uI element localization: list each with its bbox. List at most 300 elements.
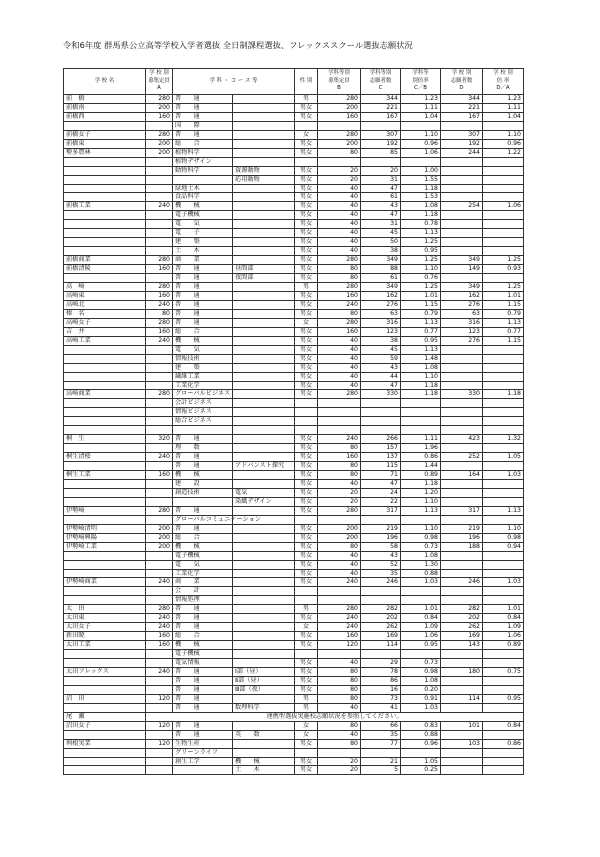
cell-b: 80 (318, 739, 361, 748)
cell-d (441, 685, 483, 694)
cell-d (441, 462, 483, 471)
cell-c2 (233, 247, 295, 256)
table-row (64, 112, 524, 121)
table-row (64, 479, 524, 488)
applications-table (63, 68, 524, 775)
cell-sex: 男女 (295, 453, 318, 462)
cell-c: 63 (361, 309, 401, 318)
table-row (64, 363, 524, 372)
cell-d (441, 444, 483, 453)
table-row (64, 372, 524, 381)
cell-school (64, 220, 146, 229)
cell-cb: 1.15 (401, 300, 441, 309)
cell-c2 (233, 103, 295, 112)
cell-c2: 昼間部 (233, 265, 295, 274)
cell-b: 40 (318, 211, 361, 220)
cell-b: 80 (318, 542, 361, 551)
cell-b: 280 (318, 318, 361, 327)
cell-school (64, 587, 146, 596)
cell-cb: 0.89 (401, 471, 441, 480)
cell-da: 1.13 (483, 318, 524, 327)
cell-b: 200 (318, 533, 361, 542)
cell-c1: 植物デザイン (173, 157, 233, 166)
cell-b: 40 (318, 247, 361, 256)
cell-da (483, 211, 524, 220)
cell-c2: Ⅲ部（夜） (233, 685, 295, 694)
cell-b: 40 (318, 730, 361, 739)
table-row (64, 435, 524, 444)
table-row (64, 748, 524, 757)
cell-quota (146, 757, 173, 766)
cell-b: 20 (318, 175, 361, 184)
cell-sex (295, 748, 318, 757)
cell-c2 (233, 309, 295, 318)
cell-c1: 工業化学 (173, 569, 233, 578)
cell-c: 61 (361, 274, 401, 283)
cell-sex: 男女 (295, 291, 318, 300)
cell-da: 1.15 (483, 300, 524, 309)
cell-sex: 男女 (295, 327, 318, 336)
cell-sex: 男女 (295, 551, 318, 560)
cell-sex (295, 426, 318, 435)
cell-d: 149 (441, 265, 483, 274)
table-row (64, 184, 524, 193)
cell-c1: 建 築 (173, 363, 233, 372)
cell-sex: 男女 (295, 569, 318, 578)
cell-sex: 男女 (295, 435, 318, 444)
cell-school: 伊勢崎工業 (64, 542, 146, 551)
cell-c1: 普 通 (173, 614, 233, 623)
cell-da: 0.84 (483, 614, 524, 623)
cell-cb: 1.30 (401, 560, 441, 569)
cell-c: 24 (361, 488, 401, 497)
cell-cb: 1.20 (401, 488, 441, 497)
cell-b: 40 (318, 363, 361, 372)
cell-d: 307 (441, 130, 483, 139)
table-row (64, 345, 524, 354)
cell-c: 66 (361, 721, 401, 730)
table-row (64, 632, 524, 641)
cell-school: 前橋南 (64, 103, 146, 112)
cell-quota (146, 676, 173, 685)
cell-d: 317 (441, 506, 483, 515)
cell-d (441, 229, 483, 238)
cell-c1: 普 通 (173, 274, 233, 283)
cell-quota (146, 569, 173, 578)
cell-da (483, 730, 524, 739)
table-row (64, 390, 524, 399)
cell-c1: 機 械 (173, 542, 233, 551)
cell-cb: 0.91 (401, 694, 441, 703)
cell-cb: 0.78 (401, 220, 441, 229)
cell-c2 (233, 300, 295, 309)
cell-c1: 普 通 (173, 103, 233, 112)
cell-sex: 男女 (295, 676, 318, 685)
cell-school (64, 408, 146, 417)
cell-d: 262 (441, 623, 483, 632)
cell-c: 316 (361, 318, 401, 327)
table-row (64, 712, 524, 721)
cell-da (483, 157, 524, 166)
cell-b: 80 (318, 667, 361, 676)
cell-school (64, 166, 146, 175)
cell-school (64, 345, 146, 354)
cell-da: 0.98 (483, 533, 524, 542)
cell-school (64, 417, 146, 426)
cell-c1: 機 械 (173, 336, 233, 345)
cell-da: 1.01 (483, 291, 524, 300)
cell-c1: 普 通 (173, 667, 233, 676)
cell-da: 0.77 (483, 327, 524, 336)
header-sex: 性 別 (295, 69, 318, 95)
cell-b: 160 (318, 327, 361, 336)
cell-quota (146, 399, 173, 408)
cell-school (64, 685, 146, 694)
cell-quota (146, 659, 173, 668)
cell-c1: 普 通 (173, 703, 233, 712)
cell-da (483, 399, 524, 408)
cell-sex: 男女 (295, 497, 318, 506)
cell-sex: 男女 (295, 444, 318, 453)
cell-sex: 男女 (295, 685, 318, 694)
cell-c1: 電子機械 (173, 551, 233, 560)
cell-d (441, 381, 483, 390)
cell-b: 20 (318, 166, 361, 175)
cell-cb: 0.20 (401, 685, 441, 694)
cell-b: 40 (318, 372, 361, 381)
cell-school: 前橋工業 (64, 202, 146, 211)
cell-cb: 0.95 (401, 247, 441, 256)
cell-da (483, 381, 524, 390)
cell-c1: 総合ビジネス (173, 417, 233, 426)
cell-quota (146, 220, 173, 229)
cell-d: 180 (441, 667, 483, 676)
cell-c: 43 (361, 363, 401, 372)
table-row (64, 336, 524, 345)
cell-cb: 1.10 (401, 524, 441, 533)
cell-cb: 1.25 (401, 238, 441, 247)
cell-quota: 240 (146, 623, 173, 632)
cell-c2 (233, 211, 295, 220)
cell-c2 (233, 148, 295, 157)
table-row (64, 515, 524, 524)
cell-school (64, 175, 146, 184)
cell-quota (146, 488, 173, 497)
cell-school (64, 193, 146, 202)
cell-c2 (233, 659, 295, 668)
cell-sex (295, 408, 318, 417)
cell-da (483, 121, 524, 130)
cell-b: 80 (318, 685, 361, 694)
cell-sex: 男女 (295, 336, 318, 345)
cell-sex: 男 (295, 703, 318, 712)
cell-c2 (233, 578, 295, 587)
cell-school (64, 730, 146, 739)
cell-cb: 0.88 (401, 569, 441, 578)
cell-school: 桐生清桜 (64, 453, 146, 462)
cell-c: 59 (361, 354, 401, 363)
cell-b: 280 (318, 605, 361, 614)
cell-school: 前橋女子 (64, 130, 146, 139)
cell-sex (295, 417, 318, 426)
cell-school (64, 247, 146, 256)
cell-school: 高崎北 (64, 300, 146, 309)
cell-d (441, 596, 483, 605)
cell-c: 266 (361, 435, 401, 444)
cell-d (441, 238, 483, 247)
cell-c2 (233, 479, 295, 488)
cell-quota: 240 (146, 300, 173, 309)
cell-d: 219 (441, 524, 483, 533)
cell-c1: 普 通 (173, 283, 233, 292)
cell-sex: 男女 (295, 256, 318, 265)
table-row (64, 462, 524, 471)
cell-c1: 普 通 (173, 265, 233, 274)
table-row (64, 659, 524, 668)
cell-cb (401, 426, 441, 435)
cell-sex: 男女 (295, 667, 318, 676)
cell-c2 (233, 533, 295, 542)
cell-d (441, 587, 483, 596)
cell-sex: 男女 (295, 354, 318, 363)
cell-school (64, 238, 146, 247)
cell-quota: 120 (146, 739, 173, 748)
cell-quota: 160 (146, 471, 173, 480)
cell-d (441, 408, 483, 417)
table-row (64, 703, 524, 712)
cell-b: 40 (318, 381, 361, 390)
cell-c2 (233, 596, 295, 605)
cell-d (441, 426, 483, 435)
cell-quota (146, 229, 173, 238)
cell-b: 240 (318, 614, 361, 623)
cell-quota: 320 (146, 435, 173, 444)
cell-d: 221 (441, 103, 483, 112)
cell-sex: 男女 (295, 166, 318, 175)
cell-sex (295, 399, 318, 408)
cell-quota: 240 (146, 202, 173, 211)
cell-da (483, 659, 524, 668)
cell-da (483, 229, 524, 238)
cell-sex: 男女 (295, 211, 318, 220)
cell-b: 80 (318, 694, 361, 703)
table-row (64, 139, 524, 148)
table-row (64, 148, 524, 157)
cell-c1: 普 通 (173, 694, 233, 703)
table-row (64, 587, 524, 596)
cell-school (64, 650, 146, 659)
cell-b: 240 (318, 578, 361, 587)
cell-da (483, 488, 524, 497)
cell-c (361, 417, 401, 426)
cell-da: 1.25 (483, 256, 524, 265)
table-row (64, 274, 524, 283)
cell-c2 (233, 650, 295, 659)
cell-b: 80 (318, 471, 361, 480)
cell-c: 45 (361, 229, 401, 238)
cell-c2 (233, 256, 295, 265)
cell-school (64, 399, 146, 408)
cell-b (318, 157, 361, 166)
cell-c: 169 (361, 632, 401, 641)
cell-quota: 280 (146, 95, 173, 104)
table-row (64, 596, 524, 605)
cell-school (64, 157, 146, 166)
cell-c (361, 748, 401, 757)
cell-c2 (233, 542, 295, 551)
cell-c2: Ⅱ部（昼） (233, 676, 295, 685)
cell-da (483, 703, 524, 712)
cell-c: 50 (361, 238, 401, 247)
cell-d (441, 363, 483, 372)
cell-quota (146, 247, 173, 256)
cell-school: 太田女子 (64, 623, 146, 632)
cell-da (483, 274, 524, 283)
cell-c2 (233, 336, 295, 345)
cell-d (441, 193, 483, 202)
cell-c1: 生物生産 (173, 739, 233, 748)
cell-da (483, 650, 524, 659)
cell-quota: 160 (146, 327, 173, 336)
cell-cb: 0.86 (401, 453, 441, 462)
cell-b: 40 (318, 354, 361, 363)
table-row (64, 130, 524, 139)
cell-cb: 1.10 (401, 265, 441, 274)
cell-da (483, 372, 524, 381)
cell-c1: 電 気 (173, 560, 233, 569)
cell-d: 101 (441, 721, 483, 730)
cell-d: 202 (441, 614, 483, 623)
cell-c1: 普 通 (173, 462, 233, 471)
table-row (64, 721, 524, 730)
cell-sex: 男女 (295, 372, 318, 381)
cell-d (441, 730, 483, 739)
table-row (64, 569, 524, 578)
cell-cb (401, 408, 441, 417)
cell-c1: 土 木 (173, 247, 233, 256)
cell-c: 47 (361, 381, 401, 390)
cell-d (441, 560, 483, 569)
table-row (64, 103, 524, 112)
header-row (64, 69, 524, 95)
cell-b: 40 (318, 202, 361, 211)
cell-school: 前橋清陵 (64, 265, 146, 274)
cell-sex: 男 (295, 694, 318, 703)
cell-c2 (233, 426, 295, 435)
cell-quota (146, 426, 173, 435)
cell-c: 88 (361, 265, 401, 274)
header-dept-quota: 学科等別 募集定員 B (318, 69, 361, 95)
cell-d: 164 (441, 471, 483, 480)
cell-b: 280 (318, 506, 361, 515)
cell-d (441, 515, 483, 524)
cell-sex: 男女 (295, 506, 318, 515)
cell-da: 0.96 (483, 139, 524, 148)
table-row (64, 426, 524, 435)
cell-c: 47 (361, 479, 401, 488)
cell-b: 40 (318, 703, 361, 712)
cell-cb: 1.06 (401, 632, 441, 641)
cell-quota: 240 (146, 336, 173, 345)
cell-c1 (173, 497, 233, 506)
cell-b: 20 (318, 488, 361, 497)
cell-school: 太田東 (64, 614, 146, 623)
cell-quota: 160 (146, 291, 173, 300)
cell-c1: 電子機械 (173, 211, 233, 220)
cell-quota: 160 (146, 112, 173, 121)
cell-sex: 男女 (295, 542, 318, 551)
cell-c1: 電気情報 (173, 659, 233, 668)
cell-quota (146, 730, 173, 739)
cell-c2: 染織デザイン (233, 497, 295, 506)
cell-school (64, 569, 146, 578)
cell-d: 188 (441, 542, 483, 551)
cell-quota (146, 703, 173, 712)
cell-da (483, 426, 524, 435)
cell-cb: 1.13 (401, 345, 441, 354)
cell-school (64, 354, 146, 363)
cell-d: 114 (441, 694, 483, 703)
cell-c1 (173, 175, 233, 184)
cell-school: 前橋東 (64, 139, 146, 148)
cell-c: 282 (361, 605, 401, 614)
cell-school (64, 363, 146, 372)
cell-cb: 1.48 (401, 354, 441, 363)
cell-quota (146, 211, 173, 220)
cell-c: 31 (361, 220, 401, 229)
cell-sex: 男女 (295, 479, 318, 488)
cell-cb (401, 417, 441, 426)
cell-c2 (233, 399, 295, 408)
cell-sex: 男女 (295, 641, 318, 650)
header-school: 学 校 名 (64, 69, 146, 95)
cell-da (483, 596, 524, 605)
cell-d (441, 676, 483, 685)
cell-c: 77 (361, 739, 401, 748)
header-quota: 学 校 別 募集定員 A (146, 69, 173, 95)
cell-c: 47 (361, 211, 401, 220)
cell-c: 21 (361, 757, 401, 766)
cell-d: 143 (441, 641, 483, 650)
cell-sex: 男女 (295, 462, 318, 471)
table-row (64, 291, 524, 300)
table-row (64, 524, 524, 533)
cell-c: 330 (361, 390, 401, 399)
cell-d (441, 184, 483, 193)
cell-c1: 国 際 (173, 121, 233, 130)
cell-da: 1.23 (483, 95, 524, 104)
cell-d (441, 417, 483, 426)
cell-c: 35 (361, 730, 401, 739)
cell-c: 38 (361, 247, 401, 256)
cell-b (318, 587, 361, 596)
cell-c: 167 (361, 112, 401, 121)
cell-c2 (233, 721, 295, 730)
cell-quota (146, 157, 173, 166)
cell-c2 (233, 363, 295, 372)
cell-sex: 男女 (295, 193, 318, 202)
cell-c1: 普 通 (173, 506, 233, 515)
table-row (64, 166, 524, 175)
cell-c2 (233, 220, 295, 229)
cell-d (441, 757, 483, 766)
cell-quota: 280 (146, 605, 173, 614)
cell-b (318, 426, 361, 435)
cell-c: 344 (361, 95, 401, 104)
cell-da: 0.75 (483, 667, 524, 676)
cell-quota: 240 (146, 614, 173, 623)
cell-cb (401, 587, 441, 596)
